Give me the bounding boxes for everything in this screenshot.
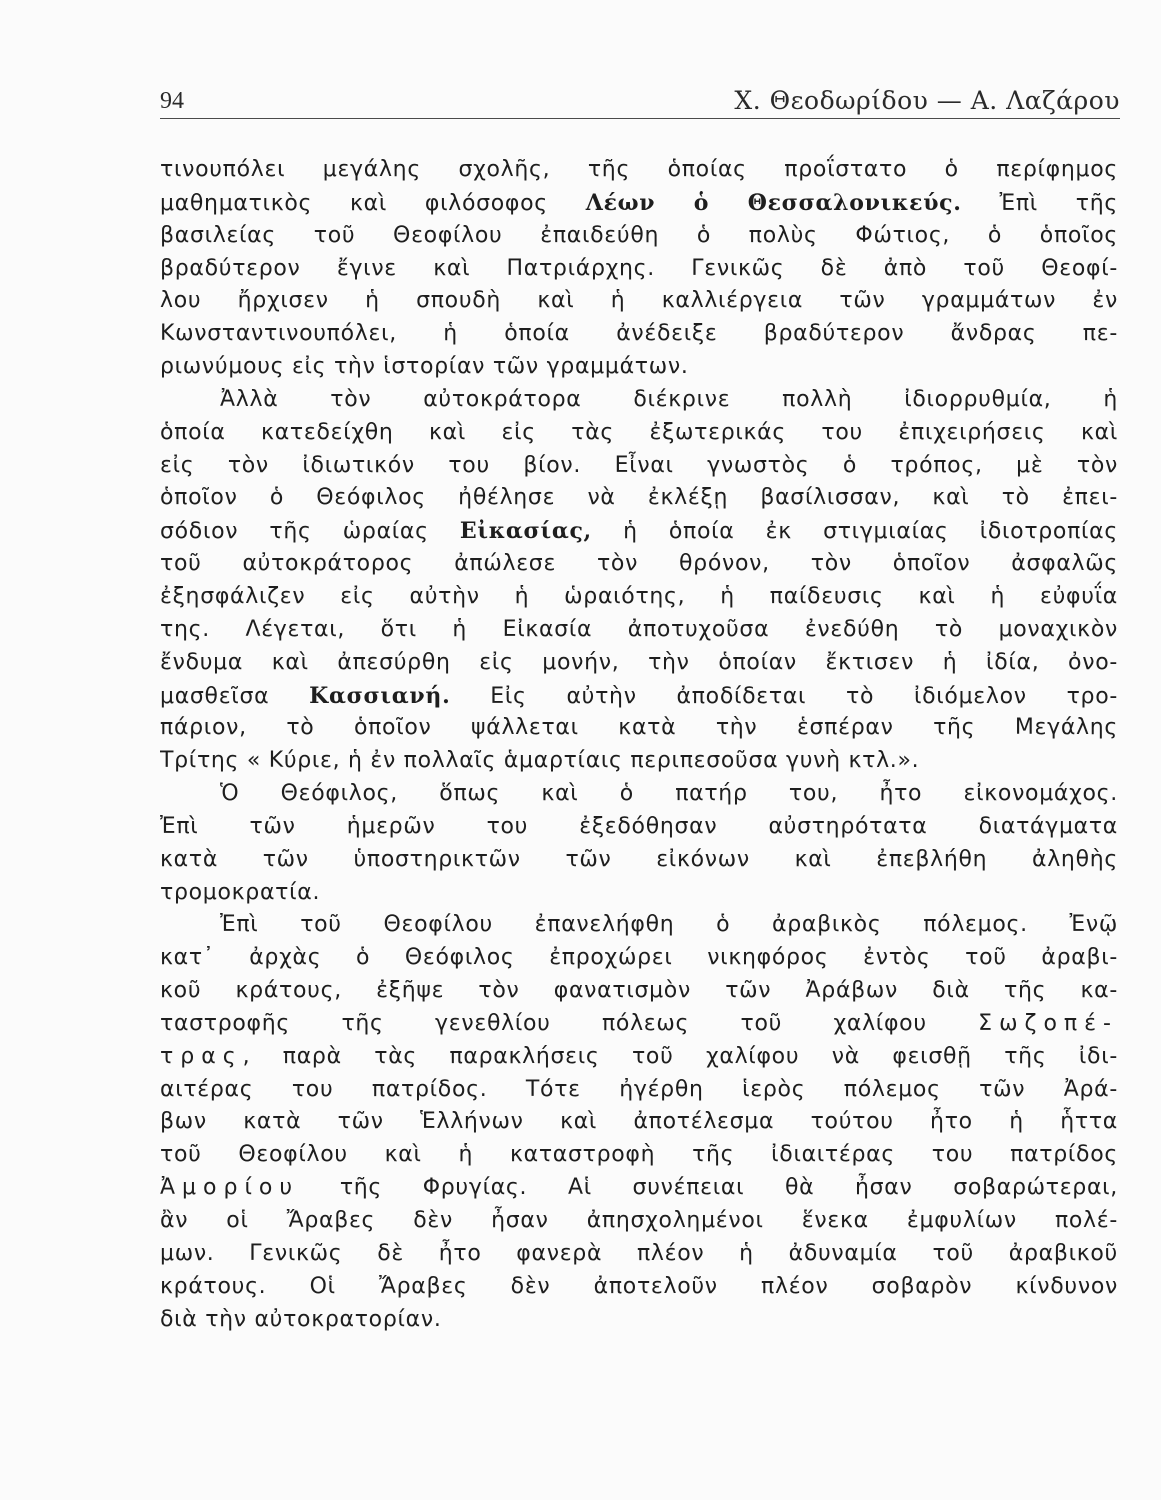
- text-line: ἔνδυμα καὶ ἀπεσύρθη εἰς μονήν, τὴν ὁποίαν ἔκτισεν ἡ ἰδία, ὀνο-: [160, 649, 1118, 675]
- text-line: τρας, παρὰ τὰς παρακλήσεις τοῦ χαλίφου νὰ φεισθῇ τῆς ἰδι-: [160, 1043, 1118, 1069]
- text-line: βασιλείας τοῦ Θεοφίλου ἐπαιδεύθη ὁ πολὺς Φώτιος, ὁ ὁποῖος: [160, 222, 1118, 248]
- body-text: [160, 154, 1118, 1336]
- text-line: ἐξησφάλιζεν εἰς αὐτὴν ἡ ὡραιότης, ἡ παίδευσις καὶ ἡ εὐφυΐα: [160, 583, 1118, 609]
- emphasized-name: Κασσιανή.: [309, 682, 451, 709]
- text-line: διὰ τὴν αὐτοκρατορίαν.: [160, 1306, 442, 1332]
- text-line: Ἐπὶ τοῦ Θεοφίλου ἐπανελήφθη ὁ ἀραβικὸς πόλεμος. Ἐνῷ: [220, 912, 1118, 938]
- text-line: Κωνσταντινουπόλει, ἡ ὁποία ἀνέδειξε βραδύτερον ἄνδρας πε-: [160, 321, 1118, 347]
- text-line: της. Λέγεται, ὅτι ἡ Εἰκασία ἀποτυχοῦσα ἐνεδύθη τὸ μοναχικὸν: [160, 616, 1118, 642]
- text-line: τοῦ αὐτοκράτορος ἀπώλεσε τὸν θρόνον, τὸν ὁποῖον ἀσφαλῶς: [160, 551, 1118, 577]
- text-line: Ἀμορίου τῆς Φρυγίας. Αἱ συνέπειαι θὰ ἦσαν σοβαρώτεραι,: [160, 1175, 1118, 1201]
- text-line: ἂν οἱ Ἄραβες δὲν ἦσαν ἀπησχολημένοι ἕνεκα ἐμφυλίων πολέ-: [160, 1208, 1118, 1233]
- text-line: τρομοκρατία.: [160, 879, 321, 905]
- text-line: πάριον, τὸ ὁποῖον ψάλλεται κατὰ τὴν ἑσπέραν τῆς Μεγάλης: [160, 715, 1118, 741]
- text-line: τινουπόλει μεγάλης σχολῆς, τῆς ὁποίας προΐστατο ὁ περίφημος: [160, 157, 1118, 182]
- text-line: κράτους. Οἱ Ἄραβες δὲν ἀποτελοῦν πλέον σοβαρὸν κίνδυνον: [160, 1273, 1118, 1299]
- text-line: αιτέρας του πατρίδος. Τότε ἠγέρθη ἱερὸς πόλεμος τῶν Ἀρά-: [160, 1076, 1118, 1102]
- text-line: βων κατὰ τῶν Ἑλλήνων καὶ ἀποτέλεσμα τούτου ἦτο ἡ ἧττα: [160, 1109, 1118, 1135]
- emphasized-name: Εἰκασίας,: [459, 518, 592, 545]
- text-line: λου ἤρχισεν ἡ σπουδὴ καὶ ἡ καλλιέργεια τῶν γραμμάτων ἐν: [160, 288, 1118, 314]
- page-number: 94: [160, 88, 184, 114]
- text-line: ὁποῖον ὁ Θεόφιλος ἠθέλησε νὰ ἐκλέξῃ βασίλισσαν, καὶ τὸ ἐπει-: [160, 485, 1118, 511]
- text-line: σόδιον τῆς ὡραίας Εἰκασίας, ἡ ὁποία ἐκ στιγμιαίας ἰδιοτροπίας: [160, 518, 1118, 545]
- text-line: βραδύτερον ἔγινε καὶ Πατριάρχης. Γενικῶς δὲ ἀπὸ τοῦ Θεοφί-: [160, 255, 1118, 281]
- text-line: εἰς τὸν ἰδιωτικόν του βίον. Εἶναι γνωστὸς ὁ τρόπος, μὲ τὸν: [160, 452, 1118, 478]
- text-line: Ἐπὶ τῶν ἡμερῶν του ἐξεδόθησαν αὐστηρότατα διατάγματα: [160, 813, 1118, 839]
- running-head: Χ. Θεοδωρίδου — Α. Λαζάρου: [734, 86, 1120, 115]
- text-line: μασθεῖσα Κασσιανή. Εἰς αὐτὴν ἀποδίδεται τὸ ἰδιόμελον τρο-: [160, 682, 1118, 709]
- text-line: Ὁ Θεόφιλος, ὅπως καὶ ὁ πατήρ του, ἦτο εἰκονομάχος.: [220, 781, 1118, 807]
- spaced-name: Ἀμορίου: [160, 1175, 300, 1201]
- page-header: [160, 82, 1120, 119]
- text-line: κατὰ τῶν ὑποστηρικτῶν τῶν εἰκόνων καὶ ἐπεβλήθη ἀληθὴς: [160, 846, 1118, 872]
- text-line: μαθηματικὸς καὶ φιλόσοφος Λέων ὁ Θεσσαλονικεύς. Ἐπὶ τῆς: [160, 189, 1118, 216]
- text-line: Ἀλλὰ τὸν αὐτοκράτορα διέκρινε πολλὴ ἰδιορρυθμία, ἡ: [220, 386, 1118, 412]
- spaced-name: Σωζοπέ-: [978, 1010, 1118, 1036]
- text-line: κατ᾽ ἀρχὰς ὁ Θεόφιλος ἐπροχώρει νικηφόρος ἐντὸς τοῦ ἀραβι-: [160, 945, 1118, 971]
- text-line: κοῦ κράτους, ἐξῆψε τὸν φανατισμὸν τῶν Ἀράβων διὰ τῆς κα-: [160, 978, 1118, 1004]
- text-line: τοῦ Θεοφίλου καὶ ἡ καταστροφὴ τῆς ἰδιαιτέρας του πατρίδος: [160, 1142, 1118, 1168]
- text-line: ριωνύμους εἰς τὴν ἱστορίαν τῶν γραμμάτων.: [160, 354, 689, 380]
- spaced-name: τρας: [160, 1043, 243, 1069]
- text-line: Τρίτης « Κύριε, ἡ ἐν πολλαῖς ἁμαρτίαις περιπεσοῦσα γυνὴ κτλ.».: [160, 748, 920, 774]
- text-line: ὁποία κατεδείχθη καὶ εἰς τὰς ἐξωτερικάς του ἐπιχειρήσεις καὶ: [160, 419, 1118, 445]
- emphasized-name: Λέων ὁ Θεσσαλονικεύς.: [585, 189, 962, 216]
- text-line: ταστροφῆς τῆς γενεθλίου πόλεως τοῦ χαλίφου Σωζοπέ-: [160, 1010, 1118, 1036]
- text-line: μων. Γενικῶς δὲ ἦτο φανερὰ πλέον ἡ ἀδυναμία τοῦ ἀραβικοῦ: [160, 1240, 1118, 1266]
